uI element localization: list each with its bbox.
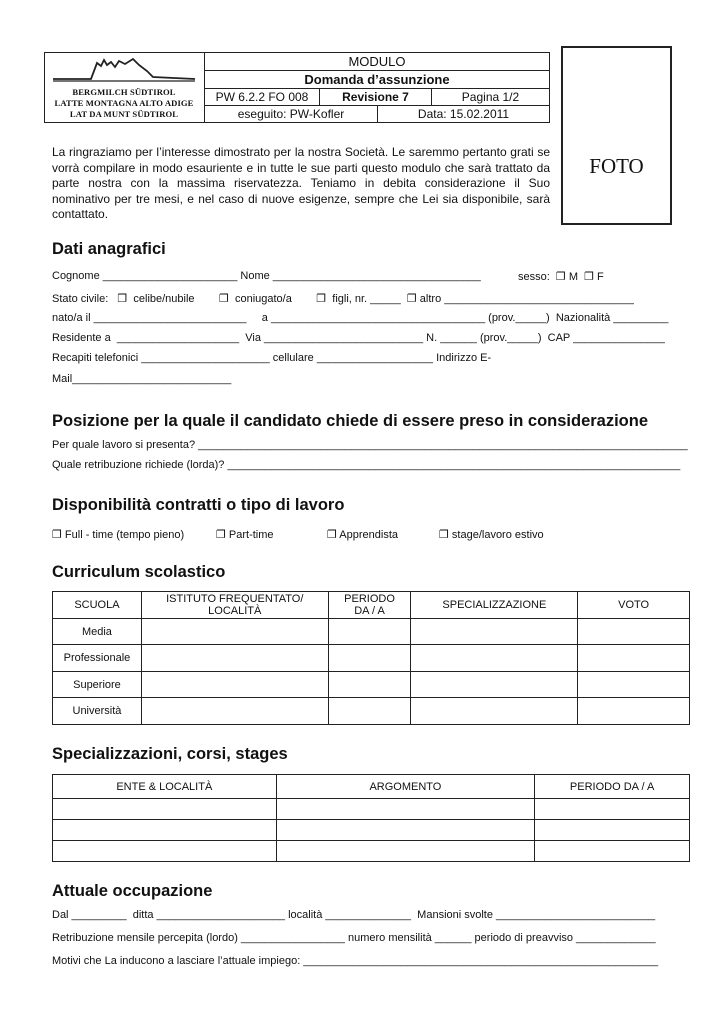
table-row [53, 799, 690, 820]
courses-table-header [53, 775, 690, 799]
col-header-periodo-corso: PERIODO DA / A [535, 775, 690, 799]
table-cell[interactable] [535, 799, 690, 820]
mountain-logo-icon [49, 55, 199, 85]
logo-line-3: LAT DA MUNT SÜDTIROL [69, 109, 179, 119]
table-cell[interactable] [276, 799, 535, 820]
logo-line-1: BERGMILCH SÜDTIROL [72, 87, 176, 97]
doc-revision: Revisione 7 [319, 89, 431, 105]
phone-fields[interactable]: Recapiti telefonici _____________________ cellulare ___________________ Indirizzo E- [52, 352, 492, 364]
table-cell[interactable] [141, 645, 328, 672]
table-row [53, 698, 690, 725]
header-row-modulo [205, 53, 549, 71]
birth-fields[interactable]: nato/a il _________________________ a ___________________________________ (prov._____) Nazionalità _________ [52, 312, 669, 324]
table-cell[interactable] [53, 820, 277, 841]
header-row-codes [205, 89, 549, 106]
table-cell[interactable] [276, 841, 535, 862]
current-job-fields[interactable]: Dal _________ ditta _____________________ località ______________ Mansioni svolte __________________________ [52, 909, 656, 921]
table-cell[interactable] [141, 619, 328, 645]
table-row [53, 672, 690, 698]
table-cell[interactable] [328, 672, 411, 698]
school-table [52, 591, 690, 725]
table-cell[interactable] [578, 645, 690, 672]
table-cell[interactable] [578, 619, 690, 645]
table-cell[interactable] [411, 698, 578, 725]
intro-text: La ringraziamo per l’interesse dimostrato per la nostra Società. Le saremmo pertanto grati se vorrà compilare in modo esauriente e in tutte le sue parti questo modulo che sarà trattato da parte nostra con la massima riservatezza. Teniamo in debita considerazione il Suo nominativo per tre mesi, e nel caso di nuove esigenze, sempre che Lei sia disponibile, sarà contattato. [52, 145, 550, 221]
table-cell[interactable] [535, 841, 690, 862]
col-header-istituto: ISTITUTO FREQUENTATO/ LOCALITÀ [141, 592, 328, 619]
civil-status-field[interactable]: Stato civile: ❐ celibe/nubile ❐ coniugato/a ❐ figli, nr. _____ ❐ altro _______________________________ [52, 293, 634, 305]
table-row [53, 619, 690, 645]
salary-request-field[interactable]: Quale retribuzione richiede (lorda)? __________________________________________________________________________ [52, 459, 681, 471]
sex-field[interactable]: sesso: ❐ M ❐ F [518, 271, 604, 283]
table-cell[interactable] [328, 698, 411, 725]
table-cell[interactable] [578, 698, 690, 725]
table-cell[interactable] [276, 820, 535, 841]
option-full-time[interactable]: ❐ Full - time (tempo pieno) [52, 529, 185, 541]
table-cell[interactable] [141, 698, 328, 725]
school-table-header [53, 592, 690, 619]
name-fields[interactable]: Cognome ______________________ Nome __________________________________ [52, 270, 481, 282]
table-cell[interactable] [53, 841, 277, 862]
courses-table [52, 774, 690, 862]
company-logo [45, 53, 205, 122]
table-row [53, 645, 690, 672]
doc-title: Domanda d’assunzione [304, 72, 450, 87]
header-row-meta [205, 106, 549, 122]
col-header-argomento: ARGOMENTO [276, 775, 535, 799]
option-part-time[interactable]: ❐ Part-time [216, 529, 274, 541]
email-field[interactable]: Mail__________________________ [52, 373, 232, 385]
logo-line-2: LATTE MONTAGNA ALTO ADIGE [54, 98, 194, 108]
header-row-title [205, 71, 549, 89]
residence-fields[interactable]: Residente a ____________________ Via __________________________ N. ______ (prov._____) CAP _______________ [52, 332, 665, 344]
row-label-universita: Università [53, 698, 142, 725]
option-apprendista[interactable]: ❐ Apprendista [327, 529, 399, 541]
table-cell[interactable] [411, 645, 578, 672]
leaving-reasons-field[interactable]: Motivi che La inducono a lasciare l’attuale impiego: __________________________________________________________ [52, 955, 659, 967]
table-cell[interactable] [535, 820, 690, 841]
table-cell[interactable] [411, 672, 578, 698]
option-stage[interactable]: ❐ stage/lavoro estivo [439, 529, 544, 541]
row-label-professionale: Professionale [53, 645, 142, 672]
col-header-periodo: PERIODO DA / A [328, 592, 411, 619]
doc-page: Pagina 1/2 [431, 89, 549, 105]
col-header-voto: VOTO [578, 592, 690, 619]
table-cell[interactable] [411, 619, 578, 645]
table-cell[interactable] [328, 645, 411, 672]
doc-executed: eseguito: PW-Kofler [237, 107, 345, 121]
doc-code: PW 6.2.2 FO 008 [215, 90, 309, 104]
job-applied-field[interactable]: Per quale lavoro si presenta? ________________________________________________________________________________ [52, 439, 688, 451]
col-header-specializzazione: SPECIALIZZAZIONE [411, 592, 578, 619]
table-cell[interactable] [578, 672, 690, 698]
table-row [53, 820, 690, 841]
current-salary-fields[interactable]: Retribuzione mensile percepita (lordo) _________________ numero mensilità ______ periodo di preavviso _____________ [52, 932, 656, 944]
section-title-anagrafici: Dati anagrafici [52, 240, 166, 258]
row-label-superiore: Superiore [53, 672, 142, 698]
section-title-curriculum: Curriculum scolastico [52, 563, 226, 581]
doc-date: Data: 15.02.2011 [377, 106, 549, 122]
section-title-occupazione: Attuale occupazione [52, 882, 213, 900]
table-cell[interactable] [141, 672, 328, 698]
section-title-posizione: Posizione per la quale il candidato chiede di essere preso in considerazione [52, 412, 649, 430]
section-title-disponibilita: Disponibilità contratti o tipo di lavoro [52, 496, 345, 514]
table-row [53, 841, 690, 862]
row-label-media: Media [53, 619, 142, 645]
col-header-ente: ENTE & LOCALITÀ [53, 775, 277, 799]
col-header-scuola: SCUOLA [53, 592, 142, 619]
modulo-label: MODULO [348, 54, 406, 69]
table-cell[interactable] [53, 799, 277, 820]
table-cell[interactable] [328, 619, 411, 645]
section-title-corsi: Specializzazioni, corsi, stages [52, 745, 288, 763]
photo-label: FOTO [589, 154, 644, 178]
photo-box[interactable] [561, 46, 672, 225]
document-header [44, 52, 550, 123]
